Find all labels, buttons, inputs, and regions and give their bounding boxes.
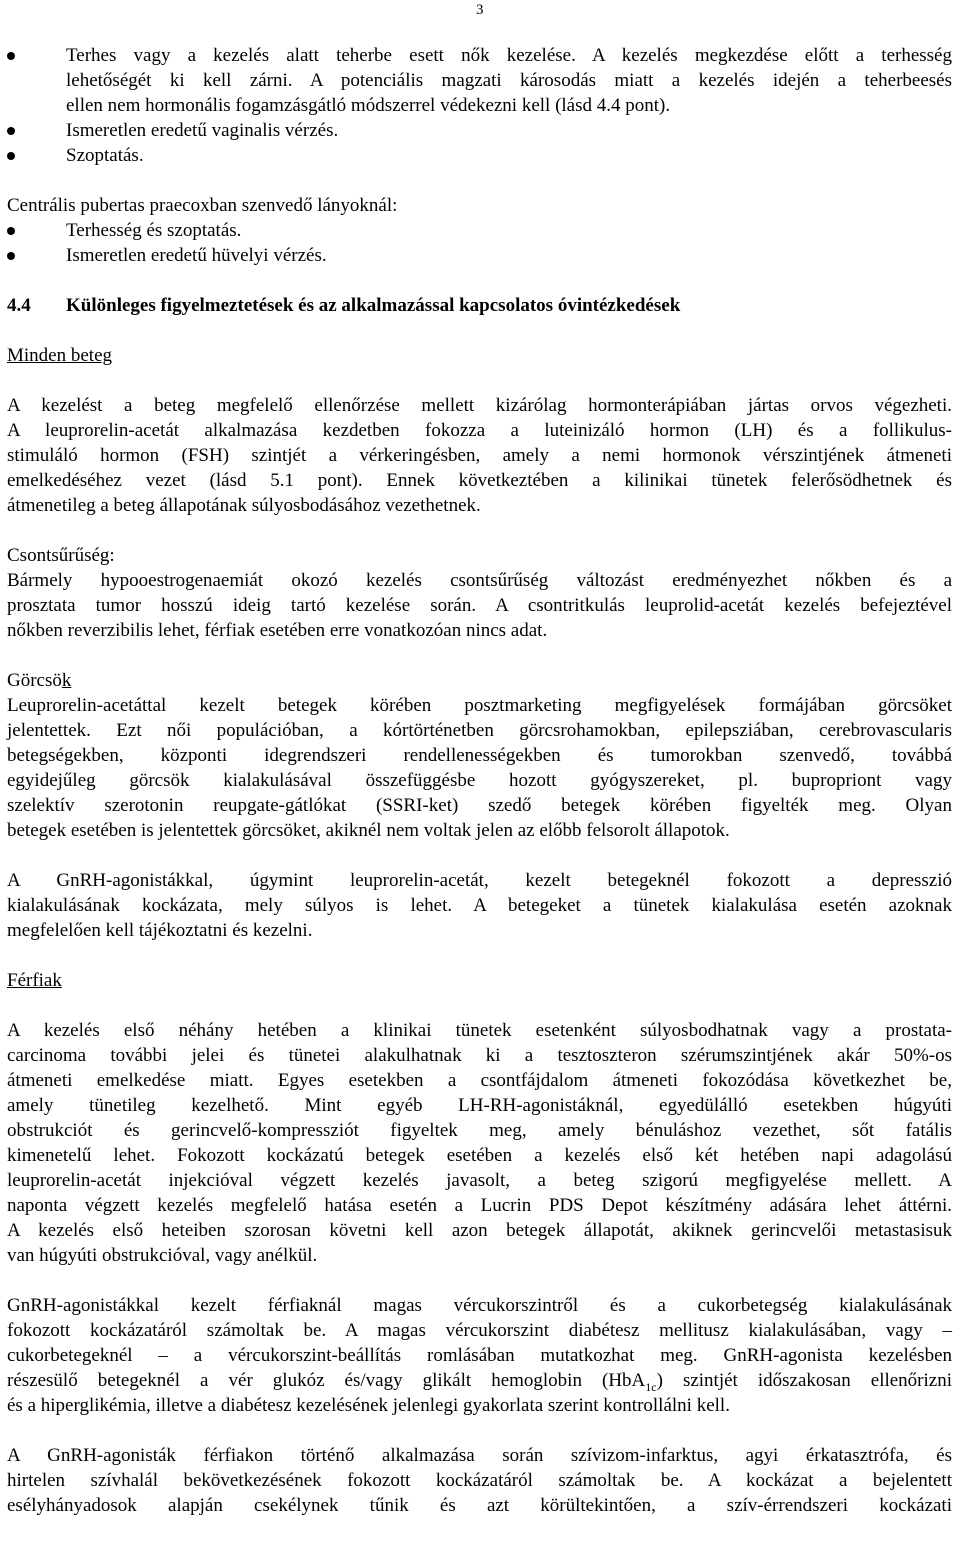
section-number: 4.4 bbox=[7, 295, 31, 316]
text-line: és a hiperglikémia, illetve a diabétesz kezelésének jelenlegi gyakorlata szerint kontrollálni kell. bbox=[7, 1395, 730, 1416]
list-item bbox=[7, 118, 952, 143]
text-fragment: részesülő betegeknél a vér glukóz és/vagy glikált hemoglobin (HbA bbox=[7, 1370, 646, 1391]
page-number: 3 bbox=[476, 2, 484, 18]
bullet-icon bbox=[7, 127, 15, 135]
text-line: naponta végzett kezelés megfelelő hatása esetén a Lucrin PDS Depot készítmény adására lehet áttérni. bbox=[7, 1195, 952, 1216]
text-line: GnRH-agonistákkal kezelt férfiaknál magas vércukorszintről és a cukorbetegség kialakulásának bbox=[7, 1295, 952, 1316]
bullet-list bbox=[7, 43, 952, 168]
text-line bbox=[7, 1368, 952, 1393]
text-line: Leuprorelin-acetáttal kezelt betegek körében posztmarketing megfigyelések formájában görcsöket bbox=[7, 695, 952, 716]
text-line: A kezelés első néhány hetében a klinikai tünetek esetenként súlyosbodhatnak vagy a prostata- bbox=[7, 1020, 952, 1041]
text-line: A leuprorelin-acetát alkalmazása kezdetben fokozza a luteinizáló hormon (LH) és a follikulus- bbox=[7, 420, 952, 441]
list-item-continuation: lehetőségét ki kell zárni. A potenciális magzati károsodás miatt a kezelés idején a teherbeesés bbox=[66, 70, 952, 91]
text-line: A kezelés első heteiben szorosan követni kell azon betegek állapotát, akiknek gerincvelői metastasisuk bbox=[7, 1220, 952, 1241]
text-line: átmenetileg a beteg állapotának súlyosbodásához vezethetnek. bbox=[7, 495, 481, 516]
paragraph bbox=[7, 1018, 952, 1268]
subheading-gorcsok-underlined: k bbox=[61, 670, 72, 691]
text-line: jelentettek. Ezt női populációban, a kórtörténetben görcsrohamokban, epilepsziában, cerebrovascularis bbox=[7, 720, 952, 741]
girls-intro: Centrális pubertas praecoxban szenvedő lányoknál: bbox=[7, 195, 398, 216]
list-item bbox=[7, 218, 952, 243]
text-line: van húgyúti obstrukcióval, vagy anélkül. bbox=[7, 1245, 318, 1266]
paragraph bbox=[7, 1293, 952, 1418]
text-line: stimuláló hormon (FSH) szintjét a vérkeringésben, amely a nemi hormonok vérszintjének átmeneti bbox=[7, 445, 952, 466]
text-line: A kezelést a beteg megfelelő ellenőrzése mellett kizárólag hormonterápiában jártas orvos végezheti. bbox=[7, 395, 952, 416]
list-item-text: Terhes vagy a kezelés alatt teherbe esett nők kezelése. A kezelés megkezdése előtt a terhesség bbox=[66, 45, 952, 66]
paragraph bbox=[7, 1443, 952, 1518]
text-line: betegségekben, központi idegrendszeri rendellenességekben és tumorokban szenvedő, továbbá bbox=[7, 745, 952, 766]
text-line: cukorbetegeknél – a vércukorszint-beállítás romlásában mutatkozhat meg. GnRH-agonista kezelésben bbox=[7, 1345, 952, 1366]
document-body bbox=[7, 43, 952, 1518]
list-item bbox=[7, 143, 952, 168]
list-item-text: Ismeretlen eredetű vaginalis vérzés. bbox=[66, 120, 339, 141]
text-line: A GnRH-agonistákkal, úgymint leuprorelin-acetát, kezelt betegeknél fokozott a depresszió bbox=[7, 870, 952, 891]
text-line: carcinoma további jelei és tünetei alakulhatnak ki a tesztoszteron szérumszintjének akár 50%-os bbox=[7, 1045, 952, 1066]
text-line: megfelelően kell tájékoztatni és kezelni. bbox=[7, 920, 313, 941]
text-line: kialakulásának kockázata, mely súlyos is lehet. A betegeket a tünetek kialakulása esetén azoknak bbox=[7, 895, 952, 916]
list-item bbox=[7, 43, 952, 68]
text-line: emelkedéséhez vezet (lásd 5.1 pont). Ennek következtében a kilinikai tünetek felerősödhetnek és bbox=[7, 470, 952, 491]
paragraph bbox=[7, 568, 952, 643]
text-line: átmeneti emelkedése miatt. Egyes esetekben a csontfájdalom átmeneti fokozódása következhet be, bbox=[7, 1070, 952, 1091]
list-item-text: Terhesség és szoptatás. bbox=[66, 220, 242, 241]
text-line: obstrukciót és gerincvelő-kompressziót figyeltek meg, amely bénuláshoz vezethet, sőt fatális bbox=[7, 1120, 952, 1141]
text-line: fokozott kockázatáról számoltak be. A magas vércukorszint diabétesz mellitusz kialakulásában, vagy – bbox=[7, 1320, 952, 1341]
bullet-icon bbox=[7, 152, 15, 160]
subheading-gorcsok bbox=[7, 668, 952, 693]
text-line: amely tünetileg kezelhető. Mint egyéb LH-RH-agonistáknál, egyedülálló esetekben húgyúti bbox=[7, 1095, 952, 1116]
list-item bbox=[7, 243, 952, 268]
subscript: 1c bbox=[645, 1379, 657, 1394]
subheading-ferfiak: Férfiak bbox=[7, 970, 62, 991]
text-fragment: ) szintjét időszakosan ellenőrizni bbox=[656, 1370, 952, 1391]
bullet-icon bbox=[7, 52, 15, 60]
subheading-csontsuruseg: Csontsűrűség: bbox=[7, 545, 115, 566]
text-line: kimenetelű lehet. Fokozott kockázatú betegek esetében a kezelés első két hetében napi adagolású bbox=[7, 1145, 952, 1166]
text-line: leuprorelin-acetát injekcióval végzett kezelés javasolt, a beteg szigorú megfigyelése mellett. A bbox=[7, 1170, 952, 1191]
bullet-icon bbox=[7, 252, 15, 260]
list-item-continuation: ellen nem hormonális fogamzásgátló módszerrel védekezni kell (lásd 4.4 pont). bbox=[66, 95, 671, 116]
subheading-gorcsok-text: Görcsö bbox=[7, 670, 62, 691]
subheading-minden-beteg: Minden beteg bbox=[7, 345, 113, 366]
text-line: esélyhányadosok alapján csekélynek tűnik és azt körültekintően, a szív-érrendszeri kockázati bbox=[7, 1495, 952, 1516]
text-line: nőkben reverzibilis lehet, férfiak esetében erre vonatkozóan nincs adat. bbox=[7, 620, 548, 641]
list-item-text: Ismeretlen eredetű hüvelyi vérzés. bbox=[66, 245, 327, 266]
paragraph bbox=[7, 868, 952, 943]
text-line: hirtelen szívhalál bekövetkezésének fokozott kockázatáról számoltak be. A kockázat a bejelentett bbox=[7, 1470, 952, 1491]
text-line: A GnRH-agonisták férfiakon történő alkalmazása során szívizom-infarktus, agyi érkatasztrófa, és bbox=[7, 1445, 952, 1466]
text-line: egyidejűleg görcsök kialakulásával összefüggésbe hozott gyógyszereket, pl. bupropriont vagy bbox=[7, 770, 952, 791]
bullet-list bbox=[7, 218, 952, 268]
paragraph bbox=[7, 393, 952, 518]
list-item-text: Szoptatás. bbox=[66, 145, 144, 166]
paragraph bbox=[7, 693, 952, 843]
text-line: Bármely hypooestrogenaemiát okozó kezelés csontsűrűség változást eredményezhet nőkben és a bbox=[7, 570, 952, 591]
text-line: szelektív szerotonin reupgate-gátlókat (SSRI-ket) szedő betegek körében figyelték meg. Olyan bbox=[7, 795, 952, 816]
text-line: betegek esetében is jelentettek görcsöket, akiknél nem voltak jelen az előbb felsorolt állapotok. bbox=[7, 820, 730, 841]
section-heading bbox=[7, 293, 952, 318]
text-line: prosztata tumor hosszú ideig tartó kezelése során. A csontritkulás leuprolid-acetát kezelés befejeztével bbox=[7, 595, 952, 616]
bullet-icon bbox=[7, 227, 15, 235]
section-title: Különleges figyelmeztetések és az alkalmazással kapcsolatos óvintézkedések bbox=[66, 295, 681, 316]
